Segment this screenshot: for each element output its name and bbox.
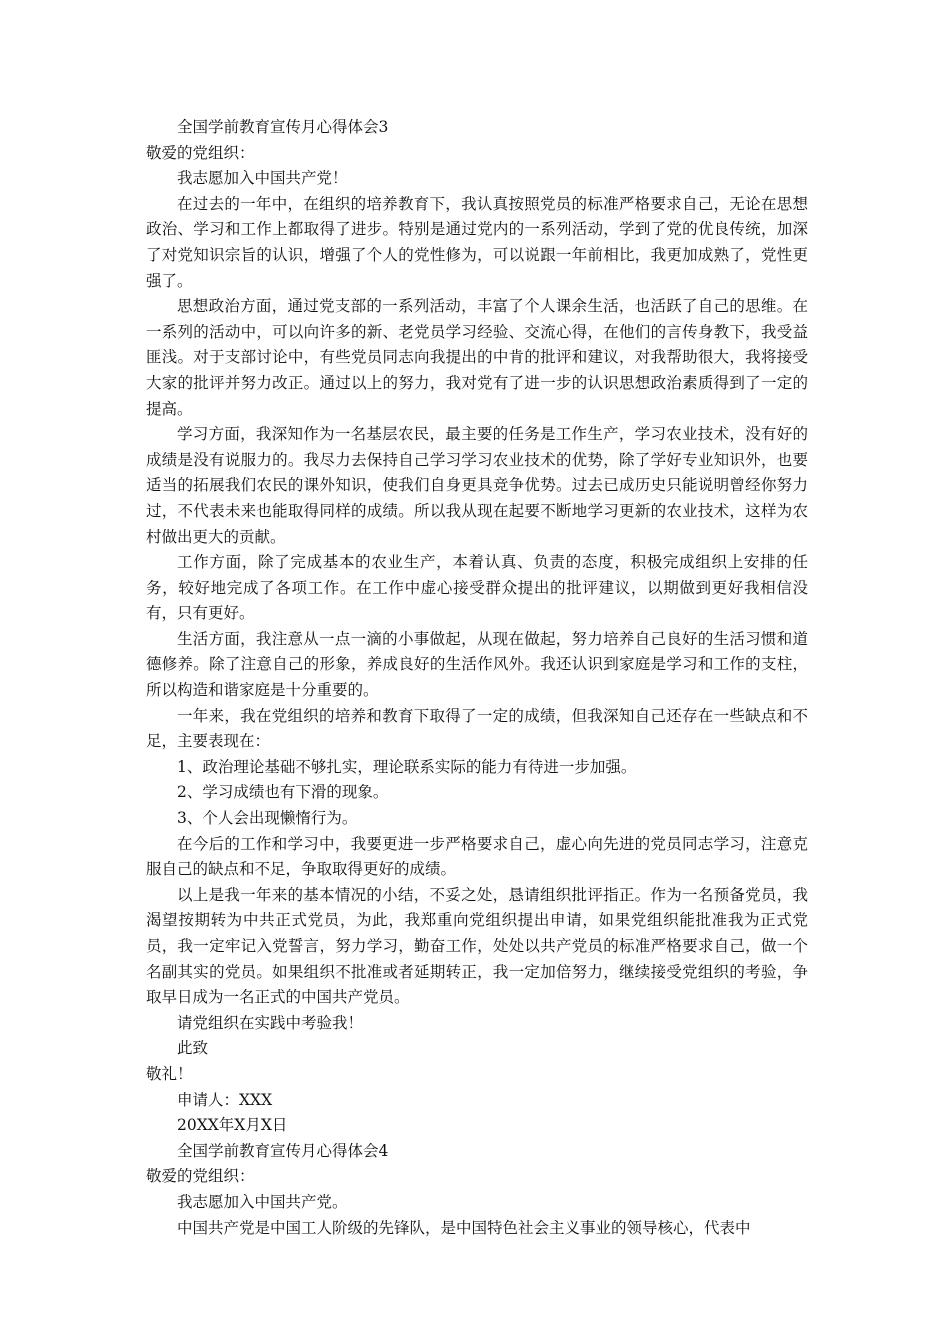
paragraph: 生活方面，我注意从一点一滴的小事做起，从现在做起，努力培养自己良好的生活习惯和道德修养。除了注意自己的形象，养成良好的生活作风外。我还认识到家庭是学习和工作的支柱，所以构造和谐家庭是十分重要的。 <box>146 629 808 700</box>
paragraph: 以上是我一年来的基本情况的小结，不妥之处，恳请组织批评指正。作为一名预备党员，我渴望按期转为中共正式党员，为此，我郑重向党组织提出申请，如果党组织能批准我为正式党员，我一定牢记入党誓言，努力学习，勤奋工作，处处以共产党员的标准严格要求自己，做一个名副其实的党员。如果组织不批准或者延期转正，我一定加倍努力，继续接受党组织的考验，争取早日成为一名正式的中国共产党员。 <box>146 885 808 1007</box>
list-item: 2、学习成绩也有下滑的现象。 <box>177 783 389 802</box>
paragraph: 工作方面，除了完成基本的农业生产，本着认真、负责的态度，积极完成组织上安排的任务，较好地完成了各项工作。在工作中虚心接受群众提出的批评建议，以期做到更好我相信没有，只有更好。 <box>146 553 808 623</box>
paragraph: 思想政治方面，通过党支部的一系列活动，丰富了个人课余生活，也活跃了自己的思维。在一系列的活动中，可以向许多的新、老党员学习经验、交流心得，在他们的言传身教下，我受益匪浅。对于支部讨论中，有些党员同志向我提出的中肯的批评和建议，对我帮助很大，我将接受大家的批评并努力改正。通过以上的努力，我对党有了进一步的认识思想政治素质得到了一定的提高。 <box>146 297 808 418</box>
section-title: 全国学前教育宣传月心得体会4 <box>177 1141 389 1160</box>
document-body <box>146 115 808 1241</box>
paragraph: 在今后的工作和学习中，我要更进一步严格要求自己，虚心向先进的党员同志学习，注意克服自己的缺点和不足，争取取得更好的成绩。 <box>146 834 808 879</box>
paragraph: 一年来，我在党组织的培养和教育下取得了一定的成绩，但我深知自己还存在一些缺点和不足，主要表现在： <box>146 706 808 751</box>
salutation: 敬爱的党组织： <box>146 143 255 162</box>
paragraph: 我志愿加入中国共产党！ <box>177 169 348 188</box>
closing: 此致 <box>177 1039 209 1058</box>
section-title: 全国学前教育宣传月心得体会3 <box>177 118 389 136</box>
closing-salute: 敬礼！ <box>146 1064 193 1083</box>
paragraph: 中国共产党是中国工人阶级的先锋队，是中国特色社会主义事业的领导核心，代表中 <box>177 1218 751 1237</box>
paragraph: 在过去的一年中，在组织的培养教育下，我认真按照党员的标准严格要求自己，无论在思想政治、学习和工作上都取得了进步。特别是通过党内的一系列活动，学到了党的优良传统，加深了对党知识宗旨的认识，增强了个人的党性修为，可以说跟一年前相比，我更加成熟了，党性更强了。 <box>146 194 808 290</box>
list-item: 3、个人会出现懒惰行为。 <box>177 809 358 828</box>
applicant: 申请人：XXX <box>177 1090 273 1109</box>
salutation: 敬爱的党组织： <box>146 1167 255 1186</box>
paragraph: 我志愿加入中国共产党。 <box>177 1192 348 1211</box>
list-item: 1、政治理论基础不够扎实，理论联系实际的能力有待进一步加强。 <box>177 757 637 776</box>
paragraph: 学习方面，我深知作为一名基层农民，最主要的任务是工作生产，学习农业技术，没有好的成绩是没有说服力的。我尽力去保持自己学习学习农业技术的优势，除了学好专业知识外，也要适当的拓展我们农民的课外知识，使我们自身更具竞争优势。过去已成历史只能说明曾经你努力过，不代表未来也能取得同样的成绩。所以我从现在起要不断地学习更新的农业技术，这样为农村做出更大的贡献。 <box>146 425 808 546</box>
paragraph: 请党组织在实践中考验我！ <box>177 1013 364 1032</box>
date: 20XX年X月X日 <box>177 1116 288 1135</box>
